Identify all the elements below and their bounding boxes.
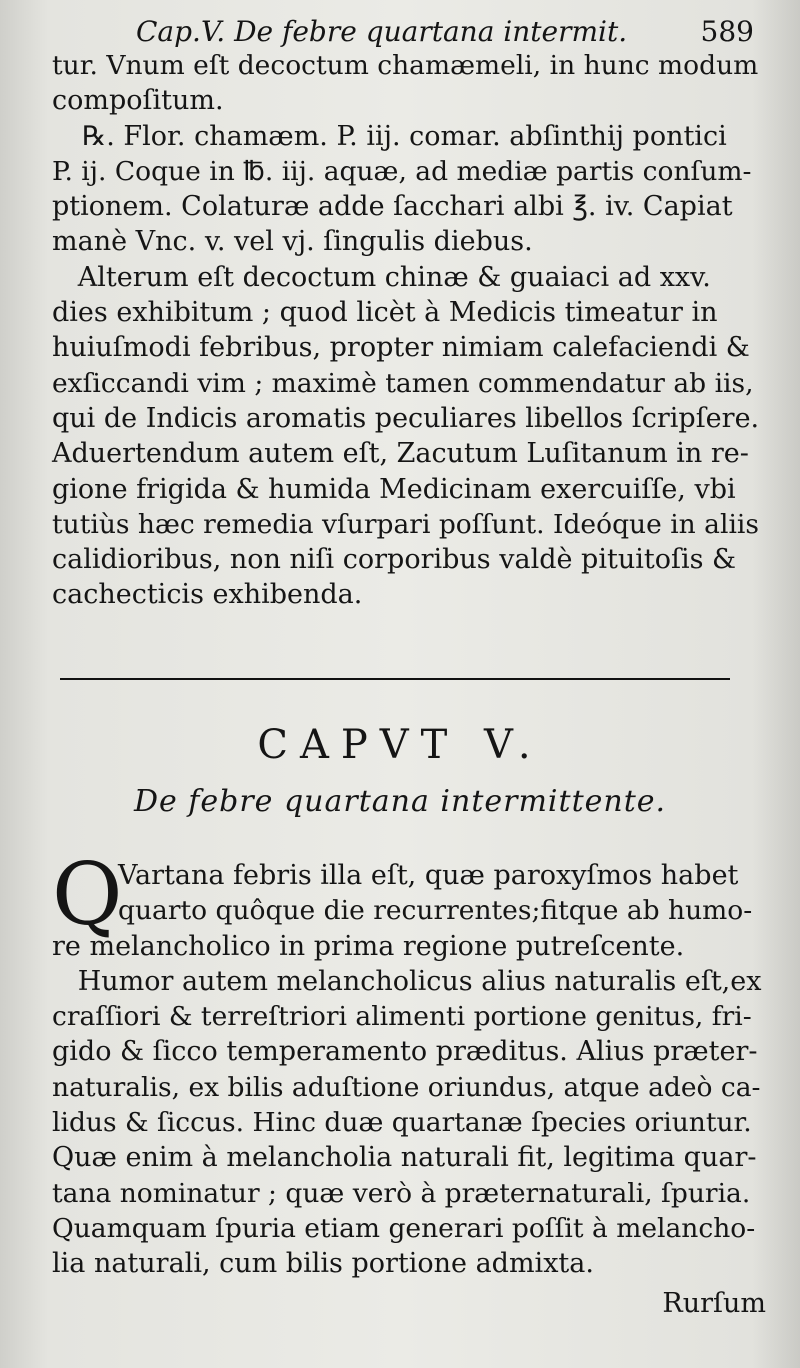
text-line: gido & ſicco temperamento præditus. Alius præter- [52,1036,758,1068]
text-line: exſiccandi vim ; maximè tamen commendatur ab iis, [52,367,754,399]
text-line: huiuſmodi febribus, propter nimiam calefaciendi & [52,332,750,364]
text-line: ptionem. Colaturæ adde ſacchari albi ℥. iv. Capiat [52,191,733,223]
text-line: qui de Indicis aromatis peculiares libellos ſcripſere. [52,402,760,434]
drop-cap: Q [52,845,123,945]
text-line: tutiùs hæc remedia vſurpari poſſunt. Ideóque in aliis [52,508,759,540]
text-line: calidioribus, non niſi corporibus valdè pituitoſis & [52,544,737,576]
catchword: Rurſum [662,1288,766,1319]
chapter-title: CAPVT V. [257,722,543,768]
chapter-subtitle: De febre quartana intermittente. [133,784,667,819]
running-head: Cap.V. De febre quartana intermit. [136,15,628,48]
chapter-body-text [52,858,762,1282]
preceding-chapter-text [52,48,762,613]
text-line: Quamquam ſpuria etiam generari poſſit à melancho- [52,1212,756,1244]
text-line: gione frigida & humida Medicinam exercuiſſe, vbi [52,473,736,505]
text-line: lidus & ſiccus. Hinc duæ quartanæ ſpecies oriuntur. [52,1107,752,1139]
text-line: P. ij. Coque in ℔. iij. aquæ, ad mediæ partis conſum- [52,155,752,187]
text-line: lia naturali, cum bilis portione admixta. [52,1248,594,1280]
text-line: Humor autem melancholicus alius naturalis eſt,ex [52,965,762,997]
text-line: manè Vnc. v. vel vj. ſingulis diebus. [52,226,533,258]
text-line: Quæ enim à melancholia naturali fit, legitima quar- [52,1142,757,1174]
text-line: quarto quôque die recurrentes;fitque ab humo- [118,895,753,927]
text-line: compoſitum. [52,85,224,117]
text-line: tur. Vnum eſt decoctum chamæmeli, in hunc modum [52,50,759,81]
recipe-line: ℞. Flor. chamæm. P. iij. comar. abſinthij pontici [82,120,727,152]
text-line: re melancholico in prima regione putreſcente. [52,930,685,962]
text-line: cachecticis exhibenda. [52,579,363,611]
text-line: dies exhibitum ; quod licèt à Medicis timeatur in [52,297,718,329]
text-line: Aduertendum autem eſt, Zacutum Luſitanum in re- [52,438,749,470]
section-divider [60,678,730,680]
page-number: 589 [700,15,754,48]
text-line: Vartana febris illa eſt, quæ paroxyſmos habet [118,860,739,891]
text-line: craſſiori & terreſtriori alimenti portione genitus, fri- [52,1001,752,1033]
page-header [52,12,762,52]
text-line: naturalis, ex bilis aduſtione oriundus, atque adeò ca- [52,1071,761,1103]
text-line: tana nominatur ; quæ verò à præternaturali, ſpuria. [52,1177,751,1209]
text-line: Alterum eſt decoctum chinæ & guaiaci ad xxv. [52,261,711,293]
